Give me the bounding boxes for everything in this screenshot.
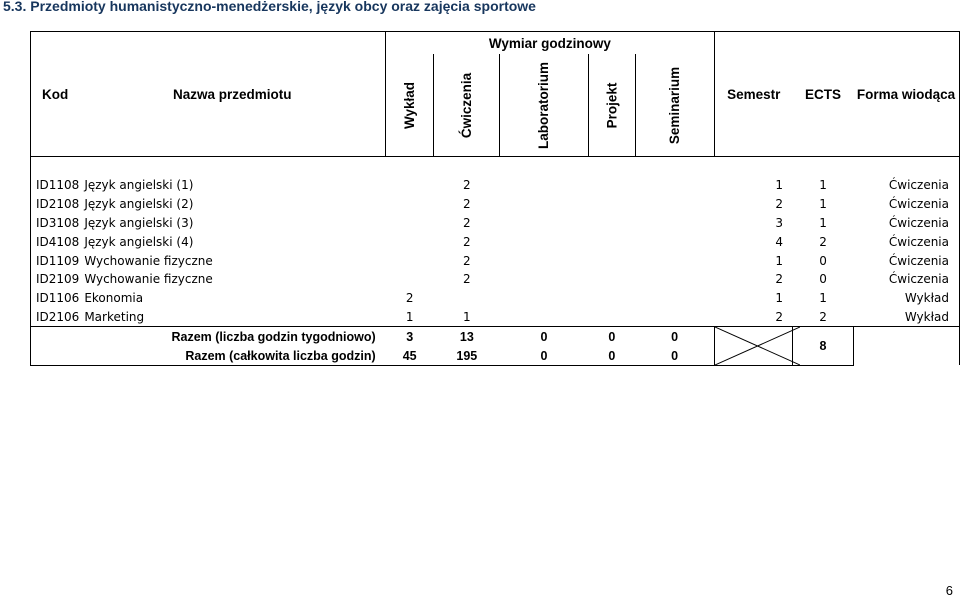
table-cell: Ćwiczenia bbox=[853, 214, 959, 233]
table-cell: 3 bbox=[386, 327, 434, 346]
table-cell: Język angielski (1) bbox=[84, 178, 194, 193]
table-cell bbox=[500, 289, 588, 308]
header-seminarium: Seminarium bbox=[667, 66, 683, 144]
table-cell bbox=[636, 251, 714, 270]
table-cell bbox=[636, 232, 714, 251]
table-cell: 2 bbox=[405, 291, 414, 306]
table-row bbox=[31, 232, 960, 251]
table-cell: 0 bbox=[588, 327, 636, 346]
table-cell bbox=[636, 289, 714, 308]
table-cell bbox=[636, 214, 714, 233]
table-row bbox=[31, 195, 960, 214]
table-cell: 0 bbox=[636, 346, 714, 365]
ects-total: 8 bbox=[793, 327, 853, 366]
table-cell: 1 bbox=[405, 309, 414, 324]
crossed-out-cell bbox=[714, 327, 793, 366]
table-cell: 1 bbox=[819, 291, 827, 306]
header-projekt: Projekt bbox=[604, 82, 620, 128]
cross-icon bbox=[715, 327, 800, 365]
courses-table bbox=[30, 31, 960, 366]
table-cell bbox=[588, 251, 636, 270]
table-cell: 2 bbox=[463, 178, 471, 193]
page-number: 6 bbox=[945, 583, 953, 598]
header-wymiar: Wymiar godzinowy bbox=[386, 32, 714, 55]
table-row bbox=[31, 270, 960, 289]
table-cell bbox=[636, 270, 714, 289]
table-cell bbox=[386, 176, 434, 195]
table-cell: ID2108 bbox=[31, 195, 80, 214]
table-cell: Ćwiczenia bbox=[853, 176, 959, 195]
table-cell: 0 bbox=[500, 327, 588, 346]
table-cell: 13 bbox=[434, 327, 500, 346]
totals-overall-label: Razem (całkowita liczba godzin) bbox=[79, 346, 385, 365]
table-cell bbox=[588, 214, 636, 233]
table-cell: ID2106 bbox=[31, 308, 80, 327]
header-semestr: Semestr bbox=[714, 32, 793, 157]
table-cell: Marketing bbox=[84, 309, 145, 324]
table-row bbox=[31, 176, 960, 195]
table-cell bbox=[386, 232, 434, 251]
header-kod: Kod bbox=[31, 32, 80, 157]
table-cell: Ekonomia bbox=[84, 291, 144, 306]
table-cell: 0 bbox=[819, 272, 827, 287]
table-cell: 2 bbox=[463, 197, 471, 212]
table-cell bbox=[588, 176, 636, 195]
table-cell: 0 bbox=[588, 346, 636, 365]
header-cwiczenia: Ćwiczenia bbox=[459, 72, 475, 138]
table-cell bbox=[588, 308, 636, 327]
table-cell: Język angielski (2) bbox=[84, 197, 194, 212]
table-cell: Wykład bbox=[853, 308, 959, 327]
table-row bbox=[31, 251, 960, 270]
table-cell: ID1108 bbox=[31, 176, 80, 195]
table-cell bbox=[434, 289, 500, 308]
table-cell bbox=[500, 214, 588, 233]
table-cell bbox=[636, 308, 714, 327]
table-cell bbox=[636, 176, 714, 195]
totals-weekly-label: Razem (liczba godzin tygodniowo) bbox=[79, 327, 385, 346]
table-cell: Język angielski (3) bbox=[84, 215, 194, 230]
table-cell bbox=[31, 346, 80, 365]
table-cell: 2 bbox=[463, 215, 471, 230]
section-title: 5.3. Przedmioty humanistyczno-menedżerskie, język obcy oraz zajęcia sportowe bbox=[3, 0, 536, 14]
header-wyklad: Wykład bbox=[402, 81, 418, 129]
table-cell: 45 bbox=[386, 346, 434, 365]
table-cell: Wykład bbox=[853, 289, 959, 308]
table-cell: 2 bbox=[463, 234, 471, 249]
table-cell bbox=[386, 195, 434, 214]
header-forma: Forma wiodąca bbox=[853, 32, 959, 157]
table-cell: Ćwiczenia bbox=[853, 270, 959, 289]
table-cell: Ćwiczenia bbox=[853, 232, 959, 251]
table-cell: Ćwiczenia bbox=[853, 195, 959, 214]
table-cell bbox=[386, 251, 434, 270]
table-cell bbox=[588, 270, 636, 289]
table-cell: 0 bbox=[636, 327, 714, 346]
table-cell: 1 bbox=[775, 253, 783, 268]
table-cell bbox=[500, 308, 588, 327]
table-cell bbox=[500, 270, 588, 289]
table-cell: 1 bbox=[775, 291, 783, 306]
table-cell bbox=[500, 195, 588, 214]
table-row bbox=[31, 289, 960, 308]
table-cell bbox=[588, 195, 636, 214]
table-cell: 2 bbox=[819, 234, 827, 249]
table-cell: 195 bbox=[434, 346, 500, 365]
table-cell: Język angielski (4) bbox=[84, 234, 194, 249]
table-cell: ID2109 bbox=[31, 270, 80, 289]
table-cell bbox=[636, 195, 714, 214]
table-cell bbox=[853, 327, 959, 366]
table-cell: 1 bbox=[819, 197, 827, 212]
table-cell: Ćwiczenia bbox=[853, 251, 959, 270]
table-cell: 2 bbox=[775, 309, 783, 324]
table-cell: 2 bbox=[819, 309, 827, 324]
table-cell: 0 bbox=[819, 253, 827, 268]
table-cell bbox=[31, 327, 80, 346]
totals-weekly-row bbox=[31, 327, 960, 346]
table-cell: 1 bbox=[775, 178, 783, 193]
table-cell: ID1109 bbox=[31, 251, 80, 270]
table-cell: ID4108 bbox=[31, 232, 80, 251]
table-cell: 2 bbox=[775, 197, 783, 212]
header-laboratorium: Laboratorium bbox=[536, 61, 552, 149]
table-cell: 4 bbox=[775, 234, 783, 249]
table-cell bbox=[500, 251, 588, 270]
table-cell bbox=[588, 289, 636, 308]
table-cell bbox=[500, 176, 588, 195]
table-cell bbox=[386, 214, 434, 233]
table-cell: 1 bbox=[819, 215, 827, 230]
table-cell bbox=[588, 232, 636, 251]
table-cell: ID1106 bbox=[31, 289, 80, 308]
header-ects: ECTS bbox=[793, 32, 853, 157]
header-nazwa: Nazwa przedmiotu bbox=[79, 32, 385, 157]
table-cell bbox=[500, 232, 588, 251]
table-cell: ID3108 bbox=[31, 214, 80, 233]
table-cell: 1 bbox=[819, 178, 827, 193]
table-cell: 0 bbox=[500, 346, 588, 365]
table-cell: 2 bbox=[463, 272, 471, 287]
table-row bbox=[31, 214, 960, 233]
table-cell: 3 bbox=[775, 215, 783, 230]
table-cell: 1 bbox=[463, 309, 471, 324]
table-cell: 2 bbox=[775, 272, 783, 287]
table-cell: 2 bbox=[463, 253, 471, 268]
table-cell bbox=[386, 270, 434, 289]
table-cell: Wychowanie fizyczne bbox=[84, 272, 213, 287]
table-row bbox=[31, 308, 960, 327]
table-cell: Wychowanie fizyczne bbox=[84, 253, 213, 268]
